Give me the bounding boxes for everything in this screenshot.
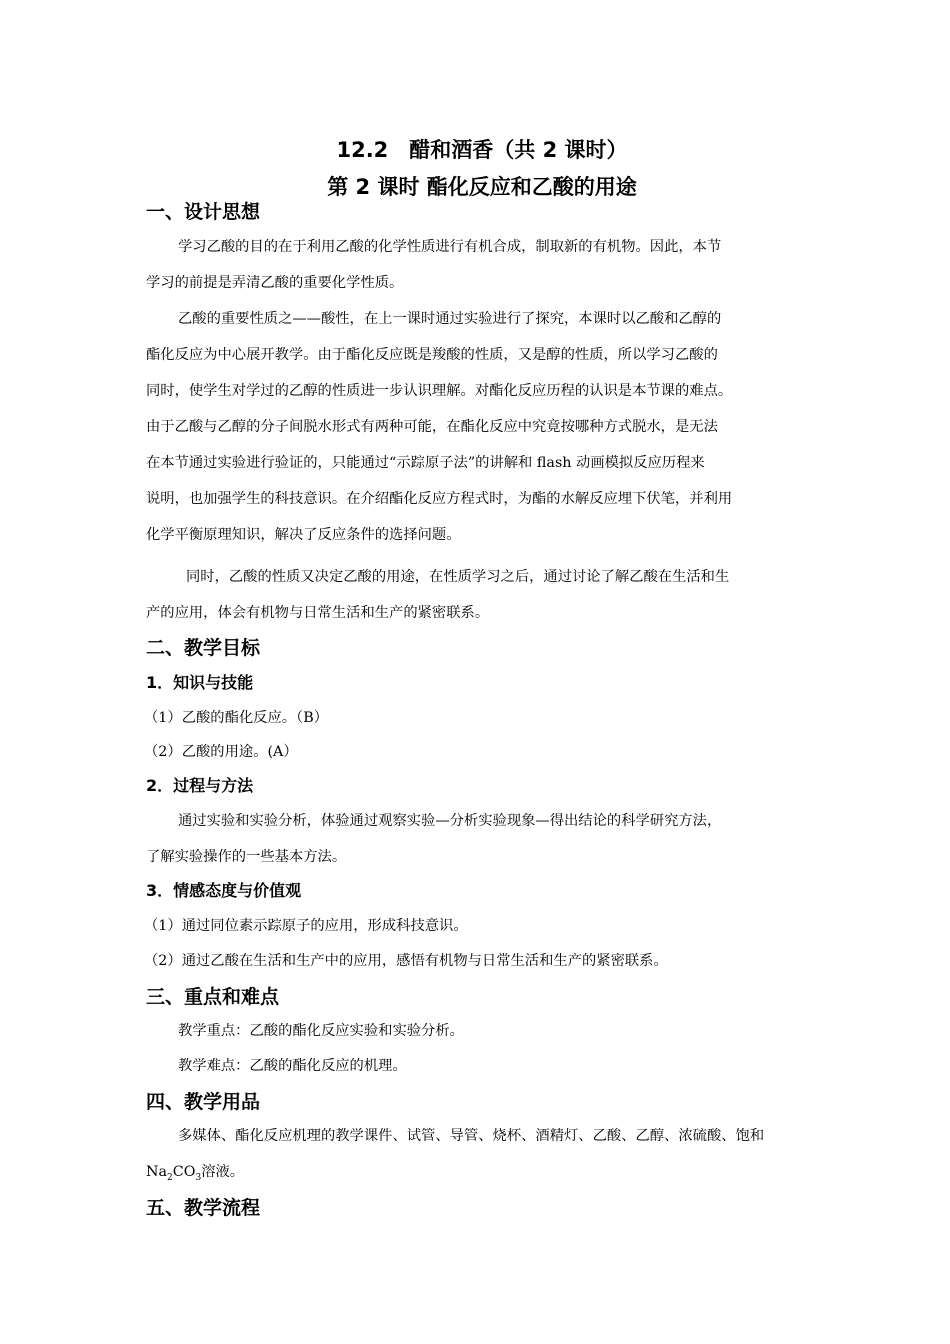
- chem-subscript: 2: [167, 1172, 173, 1183]
- subsection-heading-knowledge: 1．知识与技能: [146, 673, 254, 692]
- materials-line: 多媒体、酯化反应机理的教学课件、试管、导管、烧杯、酒精灯、乙酸、乙醇、浓硫酸、饱和: [178, 1128, 765, 1144]
- section-heading-design: 一、设计思想: [146, 201, 261, 223]
- list-item: （1）乙酸的酯化反应。（B）: [144, 710, 329, 726]
- paragraph-line: 同时，使学生对学过的乙醇的性质进一步认识理解。对酯化反应历程的认识是本节课的难点。: [146, 383, 733, 399]
- section-heading-key-points: 三、重点和难点: [146, 986, 280, 1008]
- document-title: 12.2 醋和酒香（共 2 课时）: [336, 138, 628, 162]
- list-item: （2）通过乙酸在生活和生产中的应用，感悟有机物与日常生活和生产的紧密联系。: [144, 953, 668, 969]
- subsection-heading-attitude: 3．情感态度与价值观: [146, 881, 302, 900]
- list-item: （1）通过同位素示踪原子的应用，形成科技意识。: [144, 918, 468, 934]
- section-heading-materials: 四、教学用品: [146, 1091, 261, 1113]
- chem-co: CO: [172, 1164, 196, 1180]
- chem-tail: 溶液。: [201, 1164, 245, 1180]
- difficult-point-line: 教学难点：乙酸的酯化反应的机理。: [178, 1058, 407, 1074]
- paragraph-line: 由于乙酸与乙醇的分子间脱水形式有两种可能，在酯化反应中究竟按哪种方式脱水，是无法: [146, 419, 718, 435]
- paragraph-line: 乙酸的重要性质之——酸性，在上一课时通过实验进行了探究，本课时以乙酸和乙醇的: [178, 311, 722, 327]
- chem-subscript: 3: [195, 1172, 202, 1183]
- chem-na: Na: [146, 1164, 168, 1180]
- paragraph-line: 酯化反应为中心展开教学。由于酯化反应既是羧酸的性质，又是醇的性质，所以学习乙酸的: [146, 347, 718, 363]
- paragraph-line: 学习的前提是弄清乙酸的重要化学性质。: [146, 275, 404, 291]
- key-point-line: 教学重点：乙酸的酯化反应实验和实验分析。: [178, 1023, 464, 1039]
- subsection-heading-process: 2．过程与方法: [146, 776, 254, 795]
- list-item: （2）乙酸的用途。(A）: [144, 744, 298, 760]
- paragraph-line: 化学平衡原理知识，解决了反应条件的选择问题。: [146, 527, 461, 543]
- paragraph-line: 同时，乙酸的性质又决定乙酸的用途，在性质学习之后，通过讨论了解乙酸在生活和生: [186, 569, 730, 585]
- paragraph-line: 说明，也加强学生的科技意识。在介绍酯化反应方程式时，为酯的水解反应埋下伏笔，并利用: [146, 491, 733, 507]
- section-heading-process-flow: 五、教学流程: [146, 1197, 261, 1219]
- paragraph-line: 了解实验操作的一些基本方法。: [146, 849, 347, 865]
- document-subtitle: 第 2 课时 酯化反应和乙酸的用途: [327, 175, 637, 199]
- paragraph-line: 通过实验和实验分析，体验通过观察实验—分析实验现象—得出结论的科学研究方法，: [178, 813, 722, 829]
- section-heading-objectives: 二、教学目标: [146, 637, 261, 659]
- paragraph-line: 学习乙酸的目的在于利用乙酸的化学性质进行有机合成，制取新的有机物。因此，本节: [178, 239, 722, 255]
- materials-line-chemical: [146, 1161, 244, 1189]
- paragraph-line: 产的应用，体会有机物与日常生活和生产的紧密联系。: [146, 605, 490, 621]
- paragraph-line: 在本节通过实验进行验证的，只能通过“示踪原子法”的讲解和 flash 动画模拟反应历程来: [146, 455, 705, 471]
